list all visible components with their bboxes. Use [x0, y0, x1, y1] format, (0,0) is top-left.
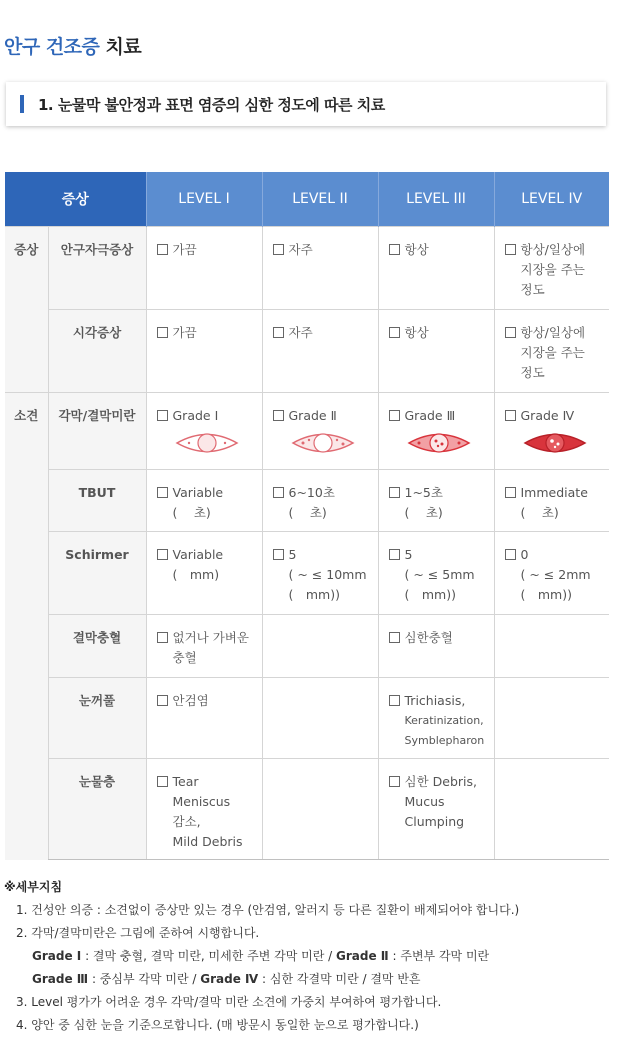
- cell: [146, 470, 262, 532]
- cell-text: ( mm)): [288, 587, 340, 602]
- row-label: 눈물층: [48, 759, 146, 860]
- cell-text: Grade Ⅱ: [288, 408, 337, 423]
- cell-text: 항상: [404, 242, 429, 257]
- cell-text: ( ~ ≤ 10mm: [288, 567, 367, 582]
- cell-text: Variable: [172, 485, 224, 500]
- table-row: [5, 532, 609, 615]
- cell: [262, 393, 378, 470]
- checkbox[interactable]: [273, 410, 284, 421]
- cell-empty: [262, 678, 378, 759]
- checkbox[interactable]: [505, 549, 516, 560]
- cell-text: 심한충혈: [404, 630, 453, 645]
- cell-text: 안검염: [172, 693, 209, 708]
- cell: [378, 393, 494, 470]
- cell-text: Variable: [172, 547, 224, 562]
- checkbox[interactable]: [505, 410, 516, 421]
- cell-text: Keratinization,: [404, 714, 484, 727]
- subtitle-box: [6, 82, 606, 126]
- grade-label: Grade Ⅰ: [32, 949, 82, 963]
- row-label: 시각증상: [48, 310, 146, 393]
- treatment-table: [5, 172, 609, 860]
- cell: [494, 227, 609, 310]
- cell: [146, 759, 262, 860]
- grade-label: Grade Ⅳ: [200, 972, 259, 986]
- checkbox[interactable]: [157, 776, 168, 787]
- cell-empty: [494, 678, 609, 759]
- cell-text: Immediate: [520, 485, 588, 500]
- note-item: 3. Level 평가가 어려운 경우 각막/결막 미란 소견에 가중치 부여하여 평가합니다.: [16, 995, 442, 1009]
- cell-text: Clumping: [404, 814, 465, 829]
- cell-text: 0: [520, 547, 529, 562]
- cell-empty: [494, 759, 609, 860]
- checkbox[interactable]: [505, 327, 516, 338]
- header-level-3: LEVEL III: [378, 172, 494, 227]
- grade-label: Grade Ⅱ: [336, 949, 389, 963]
- cell-text: Grade Ⅳ: [520, 408, 575, 423]
- cell-text: 가끔: [172, 325, 197, 340]
- group-symptom: 증상: [5, 227, 48, 393]
- subtitle-text: 1. 눈물막 불안정과 표면 염증의 심한 정도에 따른 치료: [38, 96, 385, 114]
- cell: [262, 470, 378, 532]
- cell-text: 지장을 주는: [520, 262, 585, 277]
- cell-text: ( mm): [172, 567, 220, 582]
- cell-text: 정도: [520, 282, 545, 297]
- checkbox[interactable]: [389, 487, 400, 498]
- checkbox[interactable]: [505, 244, 516, 255]
- cell-text: 심한 Debris,: [404, 774, 477, 789]
- cell-text: ( ~ ≤ 2mm: [520, 567, 591, 582]
- cell: [494, 470, 609, 532]
- cell: [494, 310, 609, 393]
- cell-text: 가끔: [172, 242, 197, 257]
- cell-text: Tear: [172, 774, 199, 789]
- group-finding: 소견: [5, 393, 48, 860]
- cell: [494, 532, 609, 615]
- notes-heading: ※세부지침: [4, 880, 63, 894]
- table-row: [5, 759, 609, 860]
- cell-text: 항상: [404, 325, 429, 340]
- row-label: 각막/결막미란: [48, 393, 146, 470]
- cell-text: 자주: [288, 325, 313, 340]
- cell-text: ( 초): [288, 505, 327, 520]
- cell-empty: [262, 759, 378, 860]
- checkbox[interactable]: [505, 487, 516, 498]
- table-row: [5, 470, 609, 532]
- cell-text: Grade Ⅰ: [172, 408, 219, 423]
- cell-text: Mild Debris: [172, 834, 243, 849]
- grade-desc: : 심한 각결막 미란 / 결막 반흔: [258, 972, 421, 986]
- cell-text: Grade Ⅲ: [404, 408, 456, 423]
- checkbox[interactable]: [389, 632, 400, 643]
- checkbox[interactable]: [389, 410, 400, 421]
- cell: [262, 310, 378, 393]
- cell-text: Mucus: [404, 794, 445, 809]
- cell-text: 감소,: [172, 814, 201, 829]
- cell: [146, 532, 262, 615]
- cell: [146, 310, 262, 393]
- header-level-2: LEVEL II: [262, 172, 378, 227]
- checkbox[interactable]: [389, 695, 400, 706]
- cell-text: Meniscus: [172, 794, 231, 809]
- header-level-4: LEVEL IV: [494, 172, 609, 227]
- note-grade-line: [4, 968, 630, 991]
- cell: [494, 393, 609, 470]
- note-item: 2. 각막/결막미란은 그림에 준하여 시행합니다.: [16, 926, 260, 940]
- table-row: [5, 393, 609, 470]
- table-header-row: [5, 172, 609, 227]
- checkbox[interactable]: [157, 244, 168, 255]
- checkbox[interactable]: [273, 327, 284, 338]
- row-label: TBUT: [48, 470, 146, 532]
- cell-text: ( 초): [404, 505, 443, 520]
- header-level-1: LEVEL I: [146, 172, 262, 227]
- eye-grade4-icon: [523, 432, 587, 454]
- cell-text: 충혈: [172, 650, 197, 665]
- cell: [378, 615, 494, 678]
- cell-empty: [262, 615, 378, 678]
- row-label: 결막충혈: [48, 615, 146, 678]
- cell: [146, 615, 262, 678]
- checkbox[interactable]: [389, 244, 400, 255]
- grade-desc: : 주변부 각막 미란: [388, 949, 490, 963]
- row-label: 눈꺼풀: [48, 678, 146, 759]
- checkbox[interactable]: [273, 549, 284, 560]
- cell-text: ( ~ ≤ 5mm: [404, 567, 475, 582]
- cell-text: 1~5초: [404, 485, 443, 500]
- checkbox[interactable]: [273, 244, 284, 255]
- cell-text: 5: [288, 547, 297, 562]
- page-title-blue: 안구 건조증: [4, 36, 100, 58]
- note-grade-line: [4, 945, 630, 968]
- notes: [4, 876, 630, 1037]
- page-title: [4, 32, 141, 59]
- cell: [146, 227, 262, 310]
- cell-text: 항상/일상에: [520, 325, 586, 340]
- eye-grade1-icon: [175, 432, 239, 454]
- checkbox[interactable]: [157, 632, 168, 643]
- note-item: 1. 건성안 의증 : 소견없이 증상만 있는 경우 (안검염, 알러지 등 다른 질환이 배제되어야 합니다.): [16, 903, 520, 917]
- row-label: 안구자극증상: [48, 227, 146, 310]
- cell-text: Trichiasis,: [404, 693, 466, 708]
- checkbox[interactable]: [273, 487, 284, 498]
- checkbox[interactable]: [157, 695, 168, 706]
- row-label: Schirmer: [48, 532, 146, 615]
- checkbox[interactable]: [157, 410, 168, 421]
- cell: [146, 678, 262, 759]
- checkbox[interactable]: [157, 487, 168, 498]
- cell: [378, 678, 494, 759]
- eye-grade2-icon: [291, 432, 355, 454]
- checkbox[interactable]: [389, 327, 400, 338]
- grade-label: Grade Ⅲ: [32, 972, 89, 986]
- checkbox[interactable]: [157, 549, 168, 560]
- cell: [378, 759, 494, 860]
- subtitle-bar: [20, 95, 24, 113]
- cell-text: 지장을 주는: [520, 345, 585, 360]
- cell-text: ( 초): [172, 505, 211, 520]
- table-row: [5, 615, 609, 678]
- cell-text: ( mm)): [520, 587, 572, 602]
- cell-text: 항상/일상에: [520, 242, 586, 257]
- cell: [262, 532, 378, 615]
- checkbox[interactable]: [389, 549, 400, 560]
- cell-text: 정도: [520, 365, 545, 380]
- table-row: [5, 678, 609, 759]
- grade-desc: : 결막 충혈, 결막 미란, 미세한 주변 각막 미란 /: [81, 949, 336, 963]
- cell-text: 5: [404, 547, 413, 562]
- eye-grade3-icon: [407, 432, 471, 454]
- grade-desc: : 중심부 각막 미란 /: [88, 972, 201, 986]
- cell: [146, 393, 262, 470]
- cell-text: ( 초): [520, 505, 559, 520]
- cell-text: 6~10초: [288, 485, 335, 500]
- cell-text: ( mm)): [404, 587, 456, 602]
- table-row: [5, 310, 609, 393]
- table-row: [5, 227, 609, 310]
- page-title-black: 치료: [105, 36, 142, 58]
- cell: [378, 227, 494, 310]
- cell: [262, 227, 378, 310]
- cell-text: Symblepharon: [404, 734, 485, 747]
- checkbox[interactable]: [389, 776, 400, 787]
- header-symptom: 증상: [5, 172, 146, 227]
- checkbox[interactable]: [157, 327, 168, 338]
- cell-text: 없거나 가벼운: [172, 630, 249, 645]
- note-item: 4. 양안 중 심한 눈을 기준으로합니다. (매 방문시 동일한 눈으로 평가합니다.): [16, 1018, 419, 1032]
- cell: [378, 470, 494, 532]
- cell: [378, 532, 494, 615]
- cell-empty: [494, 615, 609, 678]
- cell-text: 자주: [288, 242, 313, 257]
- cell: [378, 310, 494, 393]
